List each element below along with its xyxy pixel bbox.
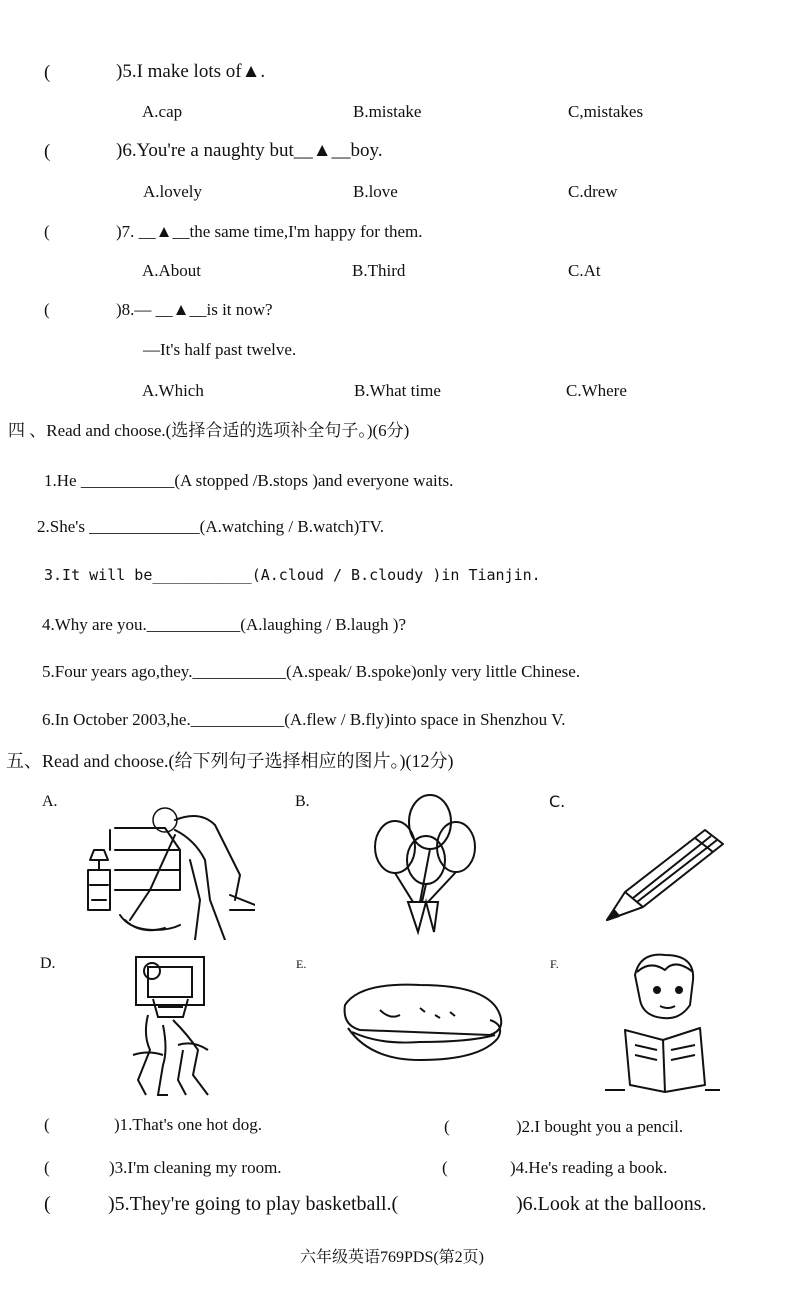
s5-q5-paren: ( <box>44 1193 51 1215</box>
q6-option-a: A.lovely <box>143 182 203 201</box>
section4-item-3: 3.It will be___________(A.cloud / B.cloudy )in Tianjin. <box>44 566 541 584</box>
s5-q1-paren: ( <box>44 1115 50 1134</box>
cleaning-room-picture <box>80 790 255 940</box>
q8-option-a: A.Which <box>142 381 204 400</box>
q7-paren: ( <box>44 222 50 241</box>
basketball-picture <box>128 955 218 1100</box>
q5-option-c: C,mistakes <box>568 102 644 121</box>
section4-heading: 四 、Read and choose.(选择合适的选项补全句子。)(6分) <box>8 421 410 440</box>
q8-paren: ( <box>44 300 50 319</box>
q8-reply: —It's half past twelve. <box>143 340 297 359</box>
q5-stem: )5.I make lots of▲. <box>116 61 266 82</box>
q6-option-c: C.drew <box>568 182 618 201</box>
s5-q5-text: )5.They're going to play basketball.( <box>108 1193 399 1215</box>
q5-option-a: A.cap <box>142 102 183 121</box>
q7-stem: )7. __▲__the same time,I'm happy for them. <box>116 222 423 241</box>
section4-item-5: 5.Four years ago,they.___________(A.speak/ B.spoke)only very little Chinese. <box>42 662 581 681</box>
s5-q2-paren: ( <box>444 1117 450 1136</box>
s5-q4-text: )4.He's reading a book. <box>510 1158 668 1177</box>
picture-label-b: B. <box>295 793 310 810</box>
picture-label-c: C. <box>549 792 566 811</box>
section4-item-1: 1.He ___________(A stopped /B.stops )and everyone waits. <box>44 471 454 490</box>
s5-q2-text: )2.I bought you a pencil. <box>516 1117 684 1136</box>
picture-label-d: D. <box>40 955 56 972</box>
boy-reading-book-picture <box>605 950 720 1095</box>
s5-q4-paren: ( <box>442 1158 448 1177</box>
section4-item-4: 4.Why are you.___________(A.laughing / B.laugh )? <box>42 615 407 634</box>
q8-option-b: B.What time <box>354 381 441 400</box>
s5-q3-paren: ( <box>44 1158 50 1177</box>
s5-q3-text: )3.I'm cleaning my room. <box>109 1158 282 1177</box>
q7-option-b: B.Third <box>352 261 406 280</box>
section5-heading: 五、Read and choose.(给下列句子选择相应的图片。)(12分) <box>6 751 454 771</box>
picture-label-a: A. <box>42 793 58 810</box>
s5-q6-text: )6.Look at the balloons. <box>516 1193 707 1215</box>
q7-option-a: A.About <box>142 261 202 280</box>
balloons-picture <box>368 792 483 942</box>
pencil-picture <box>605 822 730 922</box>
s5-q1-text: )1.That's one hot dog. <box>114 1115 263 1134</box>
q7-option-c: C.At <box>568 261 601 280</box>
page-footer: 六年级英语769PDS(第2页) <box>300 1249 485 1266</box>
q8-option-c: C.Where <box>566 381 627 400</box>
q6-stem: )6.You're a naughty but__▲__boy. <box>116 140 383 161</box>
section4-item-2: 2.She's _____________(A.watching / B.watch)TV. <box>37 517 384 536</box>
picture-label-e: E. <box>296 957 307 971</box>
section4-item-6: 6.In October 2003,he.___________(A.flew / B.fly)into space in Shenzhou V. <box>42 710 566 729</box>
q8-stem: )8.— __▲__is it now? <box>116 300 273 319</box>
q6-paren: ( <box>44 141 51 162</box>
q6-option-b: B.love <box>353 182 398 201</box>
hot-dog-picture <box>340 980 505 1065</box>
picture-label-f: F. <box>550 957 559 971</box>
q5-paren: ( <box>44 62 51 83</box>
q5-option-b: B.mistake <box>353 102 422 121</box>
